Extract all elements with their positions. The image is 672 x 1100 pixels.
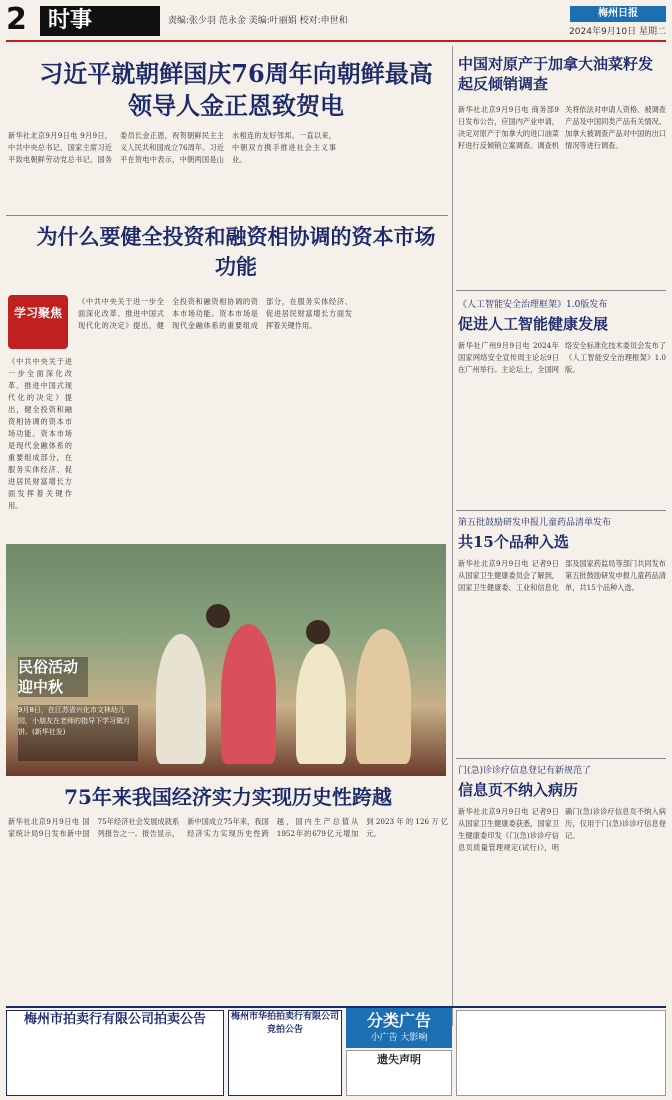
- ai-body: 新华社广州9月9日电 2024年国家网络安全宣传周主论坛9日在广州举行。主论坛上，全国网络安全标准化技术委员会发布了《人工智能安全治理框架》1.0版。: [458, 341, 666, 374]
- rapeseed-headline: 中国对原产于加拿大油菜籽发起反倾销调查: [458, 55, 654, 93]
- divider: [456, 510, 666, 511]
- divider: [456, 758, 666, 759]
- ad-rule: [6, 1006, 666, 1008]
- lost-notice-title: 遗失声明: [377, 1053, 421, 1066]
- economy-body: 新华社北京9月9日电 国家统计局9日发布新中国75年经济社会发展成就系列报告之一。报告显示，新中国成立75年来，我国经济实力实现历史性跨越，国内生产总值从1952年的679亿元增加到2023年的126万亿元。: [8, 817, 448, 838]
- capital-market-body: 《中共中央关于进一步全面深化改革、推进中国式现代化的决定》提出，健全投资和融资相协调的资本市场功能。资本市场是现代金融体系的重要组成部分，在服务实体经济、促进居民财富增长方面发挥着关键作用。: [78, 297, 352, 330]
- classified-title: 分类广告: [366, 1011, 431, 1030]
- study-focus-tag: 学习聚焦: [8, 295, 68, 349]
- clinic-kicker: 门(急)诊诊疗信息登记有新规范了: [458, 766, 592, 776]
- lost-notice: [346, 1050, 452, 1096]
- photo-caption: 9月8日，在江苏省兴化市文林幼儿园，小朋友在老师的指导下学习做月饼。(新华社发): [18, 705, 138, 761]
- capital-market-lead: 《中共中央关于进一步全面深化改革、推进中国式现代化的决定》提出，健全投资和融资相协调的资本市场功能。资本市场是现代金融体系的重要组成部分，在服务实体经济、促进居民财富增长方面发挥着关键作用。: [8, 357, 72, 510]
- rapeseed-body: 新华社北京9月9日电 商务部9日发布公告，应国内产业申请，决定对原产于加拿大的进口油菜籽进行反倾销立案调查。调查机关将依法对申请人资格、被调查产品及中国同类产品有关情况、加拿大被调查产品对中国的出口情况等进行调查。: [458, 105, 666, 150]
- clinic-headline: 信息页不纳入病历: [458, 781, 579, 799]
- section-title: 时事: [40, 6, 160, 36]
- clinic-body: 新华社北京9月9日电 记者9日从国家卫生健康委获悉，国家卫生健康委印发《门(急)诊诊疗信息页质量管理规定(试行)》，明确门(急)诊诊疗信息页不纳入病历，仅用于门(急)诊诊疗信息登记。: [458, 807, 666, 852]
- classified-subtitle: 小广告 大影响: [370, 1033, 428, 1043]
- photo-heading: 民俗活动迎中秋: [18, 657, 88, 697]
- kids-kicker: 第五批鼓励研发申报儿童药品清单发布: [458, 518, 612, 528]
- auction-ad-2-title: 梅州市华拍拍卖行有限公司竞拍公告: [230, 1012, 339, 1035]
- kids-body: 新华社北京9月9日电 记者9日从国家卫生健康委员会了解到，国家卫生健康委、工业和信息化部及国家药监局等部门共同发布第五批鼓励研发申报儿童药品清单，共15个品种入选。: [458, 559, 666, 592]
- divider: [6, 215, 448, 216]
- divider: [456, 290, 666, 291]
- auction-ad-1-title: 梅州市拍卖行有限公司拍卖公告: [23, 1012, 206, 1027]
- ai-headline: 促进人工智能健康发展: [458, 315, 609, 333]
- classified-listings: [456, 1010, 666, 1096]
- auction-ad-1: [6, 1010, 224, 1096]
- header-rule: [6, 40, 666, 42]
- column-divider: [452, 46, 453, 1026]
- credits: 责编:张少羽 范永金 美编:叶丽娟 校对:申世和: [168, 16, 348, 26]
- economy-headline: 75年来我国经济实力实现历史性跨越: [64, 785, 392, 809]
- kids-headline: 共15个品种入选: [458, 533, 569, 551]
- page-number: 2: [6, 2, 27, 37]
- lead-body: 新华社北京9月9日电 9月9日，中共中央总书记、国家主席习近平致电朝鲜劳动党总书记、国务委员长金正恩，祝贺朝鲜民主主义人民共和国成立76周年。习近平在贺电中表示，中朝两国是山水相连的友好邻邦。一直以来，中朝双方携手推进社会主义事业。: [8, 131, 336, 164]
- capital-market-headline: 为什么要健全投资和融资相协调的资本市场功能: [36, 224, 436, 279]
- classified-header: [346, 1008, 452, 1048]
- auction-ad-2: [228, 1010, 342, 1096]
- newspaper-logo: 梅州日报: [570, 6, 666, 22]
- lead-headline: 习近平就朝鲜国庆76周年向朝鲜最高领导人金正恩致贺电: [39, 59, 433, 120]
- issue-date: 2024年9月10日 星期二: [569, 27, 666, 37]
- ai-kicker: 《人工智能安全治理框架》1.0版发布: [458, 300, 608, 310]
